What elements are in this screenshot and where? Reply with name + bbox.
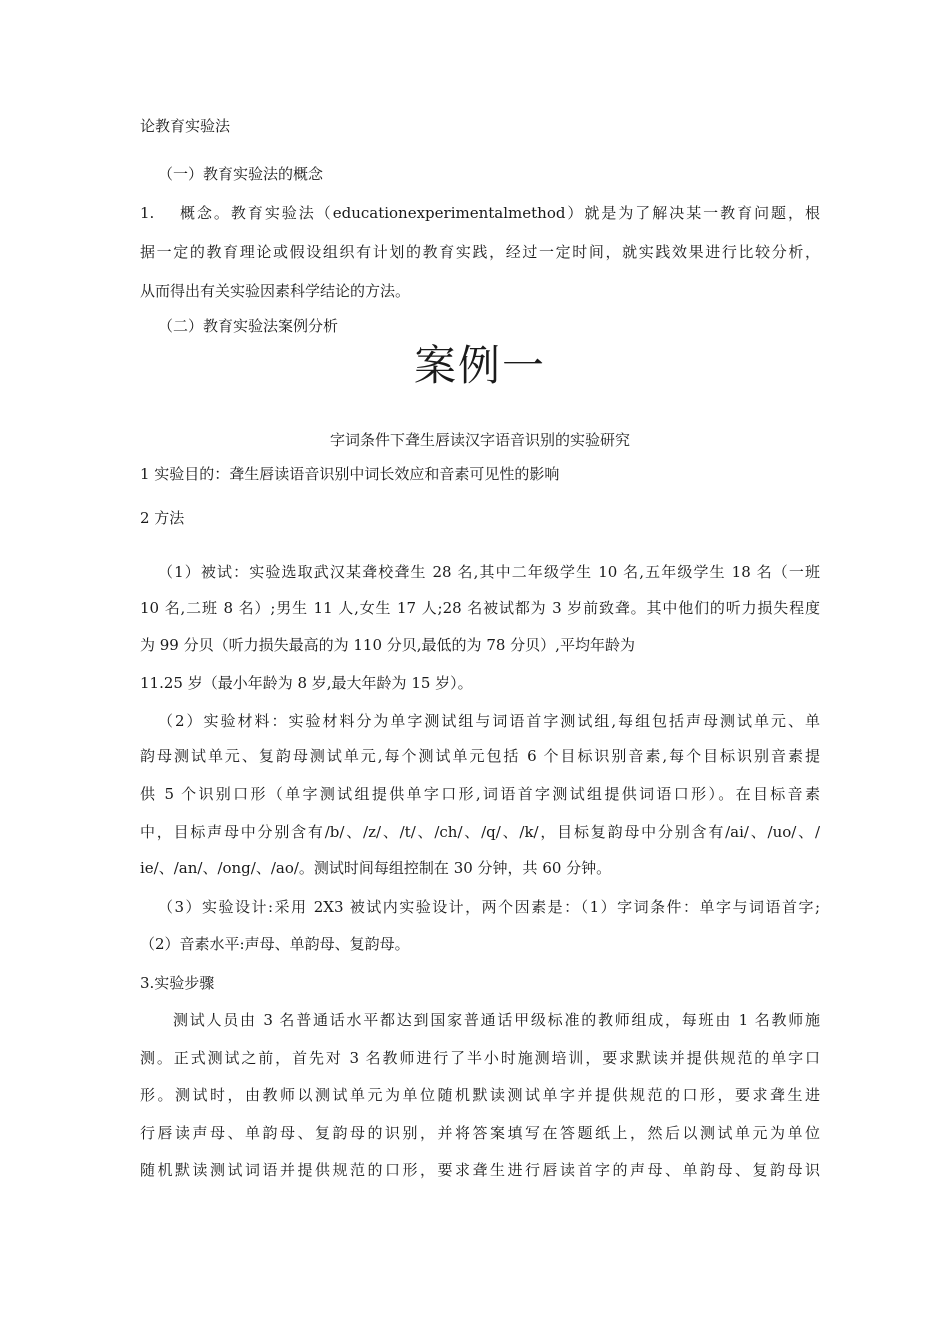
concept-line-3: 从而得出有关实验因素科学结论的方法。 xyxy=(140,282,411,300)
design-line-1: （3）实验设计:采用 2X3 被试内实验设计，两个因素是：（1）字词条件：单字与词语首字; xyxy=(158,898,820,916)
steps-line-5: 随机默读测试词语并提供规范的口形，要求聋生进行唇读首字的声母、单韵母、复韵母识 xyxy=(140,1161,820,1179)
subjects-line-2: 10 名,二班 8 名）;男生 11 人,女生 17 人;28 名被试都为 3 岁前致聋。其中他们的听力损失程度 xyxy=(140,599,820,617)
subjects-line-1: （1）被试：实验选取武汉某聋校聋生 28 名,其中二年级学生 10 名,五年级学生 18 名（一班 xyxy=(158,563,820,581)
study-title: 字词条件下聋生唇读汉字语音识别的实验研究 xyxy=(329,431,630,449)
steps-line-1: 测试人员由 3 名普通话水平都达到国家普通话甲级标准的教师组成，每班由 1 名教师施 xyxy=(173,1011,820,1029)
section-heading-cases: （二）教育实验法案例分析 xyxy=(158,317,339,335)
materials-line-2: 韵母测试单元、复韵母测试单元,每个测试单元包括 6 个目标识别音素,每个目标识别音素提 xyxy=(140,747,820,765)
subjects-line-3: 为 99 分贝（听力损失最高的为 110 分贝,最低的为 78 分贝）,平均年龄为 xyxy=(140,636,635,654)
materials-line-5: ie/、/an/、/ong/、/ao/。测试时间每组控制在 30 分钟，共 60 分钟。 xyxy=(140,859,612,877)
subjects-line-4: 11.25 岁（最小年龄为 8 岁,最大年龄为 15 岁）。 xyxy=(140,674,473,692)
case-title: 案例一 xyxy=(413,341,546,390)
concept-line-2: 据一定的教育理论或假设组织有计划的教育实践，经过一定时间，就实践效果进行比较分析， xyxy=(140,243,820,261)
document-title: 论教育实验法 xyxy=(140,117,231,135)
concept-line-1: 1. 概念。教育实验法（educationexperimentalmethod）就是为了解决某一教育问题，根 xyxy=(140,204,820,222)
steps-line-2: 测。正式测试之前，首先对 3 名教师进行了半小时施测培训，要求默读并提供规范的单字口 xyxy=(140,1049,820,1067)
materials-line-4: 中，目标声母中分别含有/b/、/z/、/t/、/ch/、/q/、/k/，目标复韵母中分别含有/ai/、/uo/、/ xyxy=(140,823,820,841)
method-heading: 2 方法 xyxy=(140,509,185,527)
section-heading-concept: （一）教育实验法的概念 xyxy=(158,165,324,183)
design-line-2: （2）音素水平:声母、单韵母、复韵母。 xyxy=(140,935,410,953)
materials-line-1: （2）实验材料：实验材料分为单字测试组与词语首字测试组,每组包括声母测试单元、单 xyxy=(158,712,820,730)
materials-line-3: 供 5 个识别口形（单字测试组提供单字口形,词语首字测试组提供词语口形）。在目标音素 xyxy=(140,785,820,803)
experiment-purpose: 1 实验目的：聋生唇读语音识别中词长效应和音素可见性的影响 xyxy=(140,465,560,483)
steps-line-4: 行唇读声母、单韵母、复韵母的识别，并将答案填写在答题纸上，然后以测试单元为单位 xyxy=(140,1124,820,1142)
steps-line-3: 形。测试时，由教师以测试单元为单位随机默读测试单字并提供规范的口形，要求聋生进 xyxy=(140,1086,820,1104)
steps-heading: 3.实验步骤 xyxy=(140,974,215,992)
